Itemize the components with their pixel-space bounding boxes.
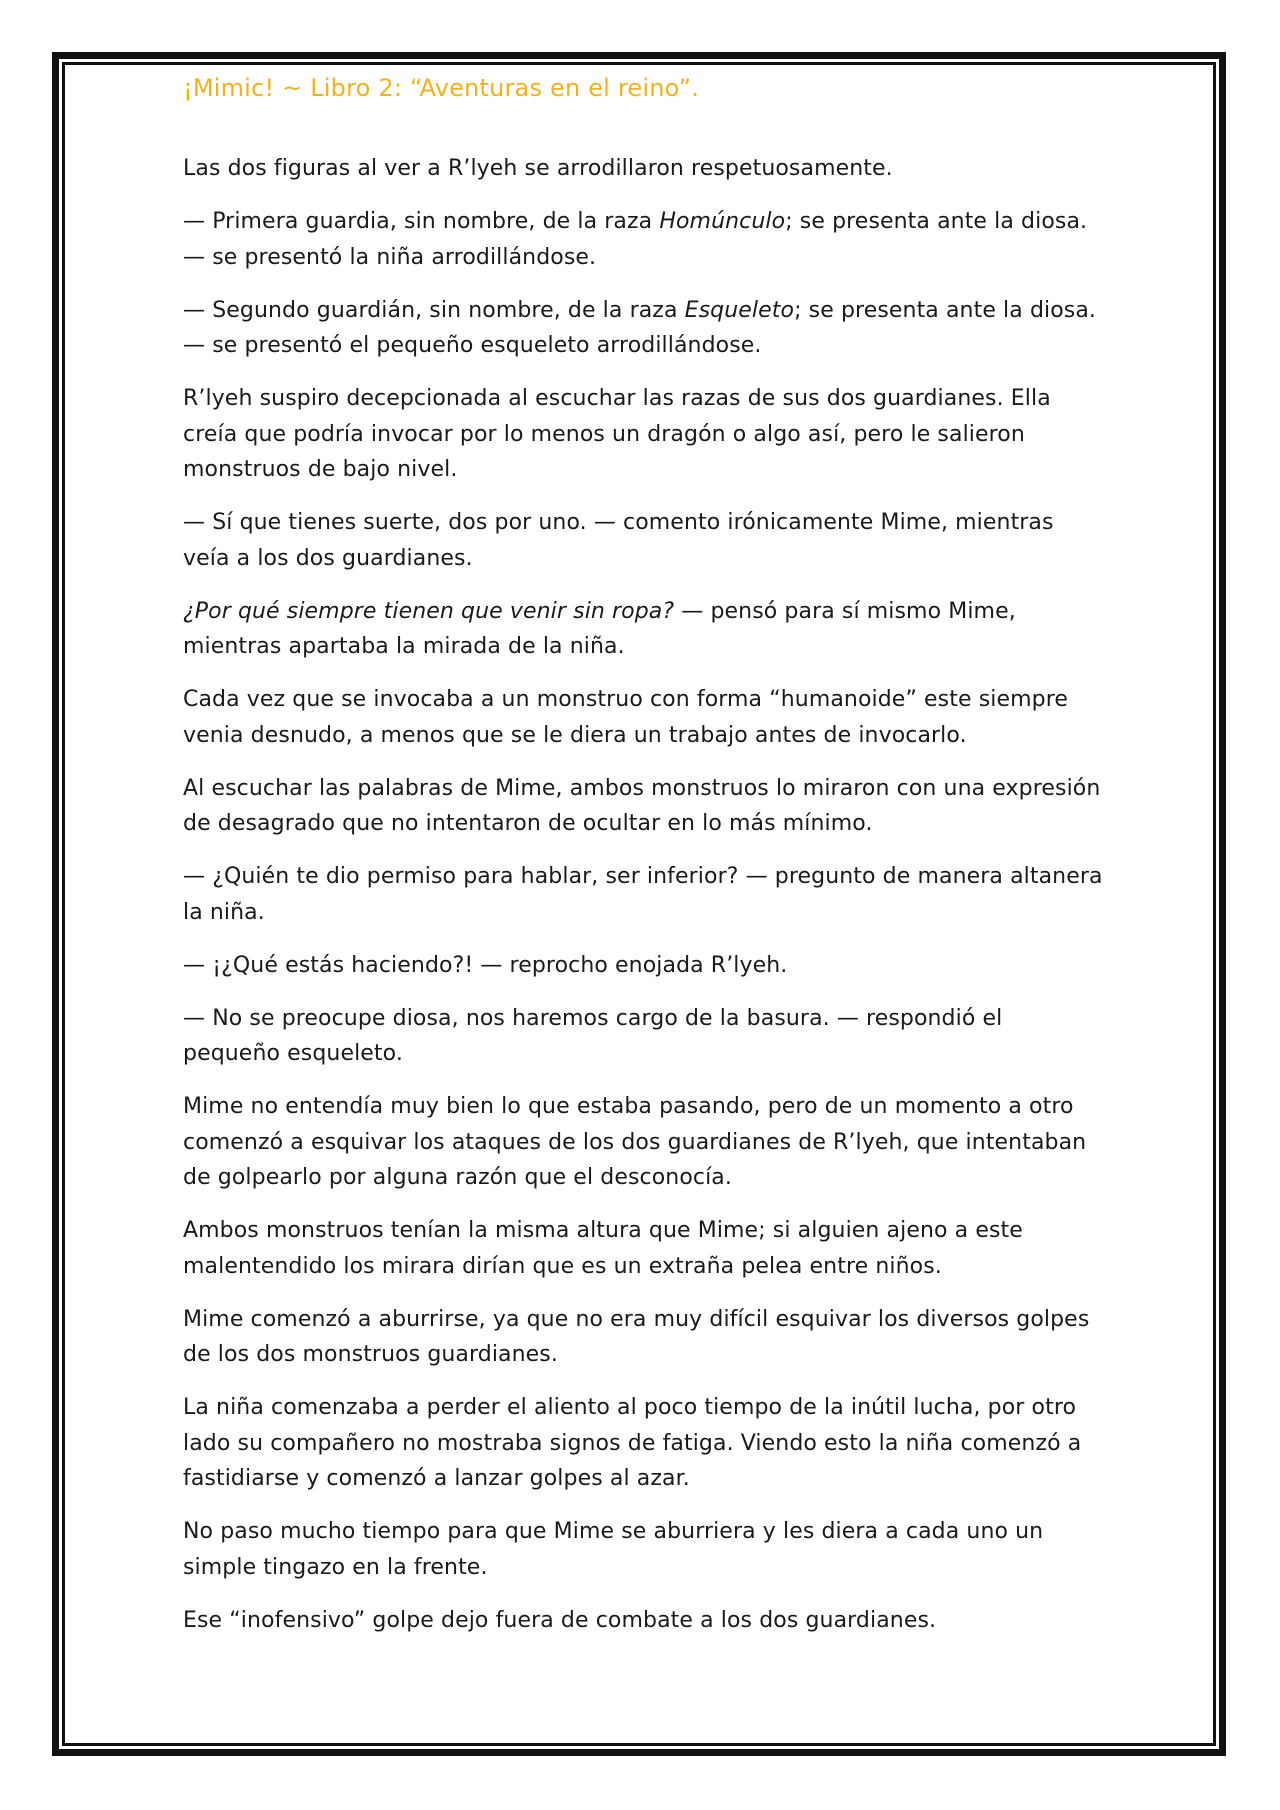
paragraph-3-lead: — Segundo guardián, sin nombre, de la raza <box>183 297 685 323</box>
paragraph-11: — No se preocupe diosa, nos haremos cargo de la basura. — respondió el pequeño esqueleto. <box>183 1005 1003 1066</box>
paragraph-13: Ambos monstruos tenían la misma altura que Mime; si alguien ajeno a este malentendido los mirara dirían que es un extraña pelea entre niños. <box>183 1218 1023 1279</box>
paragraph-16: No paso mucho tiempo para que Mime se aburriera y les diera a cada uno un simple tingazo en la frente. <box>183 1519 1044 1580</box>
paragraph-17: Ese “inofensivo” golpe dejo fuera de combate a los dos guardianes. <box>183 1607 937 1633</box>
paragraph-8: Al escuchar las palabras de Mime, ambos monstruos lo miraron con una expresión de desagrado que no intentaron de ocultar en lo más mínimo. <box>183 775 1101 836</box>
race-name-esqueleto: Esqueleto <box>684 297 795 323</box>
paragraph-15: La niña comenzaba a perder el aliento al poco tiempo de la inútil lucha, por otro lado su compañero no mostraba signos de fatiga. Viendo esto la niña comenzó a fastidiarse y comenzó a lanzar golpes al azar. <box>183 1395 1082 1491</box>
paragraph-2 <box>183 204 1103 275</box>
paragraph-10: — ¡¿Qué estás haciendo?! — reprocho enojada R’lyeh. <box>183 952 788 978</box>
race-name-homunculo: Homúnculo <box>659 209 786 234</box>
paragraph-3-rest: ; se presenta ante la diosa. — se presentó el pequeño esqueleto arrodillándose. <box>183 297 1097 358</box>
paragraph-6 <box>183 594 1103 665</box>
paragraph-3 <box>183 293 1103 364</box>
paragraph-12: Mime no entendía muy bien lo que estaba pasando, pero de un momento a otro comenzó a esquivar los ataques de los dos guardianes de R’lyeh, que intentaban de golpearlo por alguna razón que el desconocía. <box>183 1094 1087 1190</box>
running-header: ¡Mimic! ~ Libro 2: “Aventuras en el reino”. <box>183 74 700 102</box>
paragraph-5: — Sí que tienes suerte, dos por uno. — comento irónicamente Mime, mientras veía a los dos guardianes. <box>183 510 1054 571</box>
paragraph-1: Las dos figuras al ver a R’lyeh se arrodillaron respetuosamente. <box>183 156 893 181</box>
paragraph-4: R’lyeh suspiro decepcionada al escuchar las razas de sus dos guardianes. Ella creía que podría invocar por lo menos un dragón o algo así, pero le salieron monstruos de bajo nivel. <box>183 386 1051 482</box>
paragraph-7: Cada vez que se invocaba a un monstruo con forma “humanoide” este siempre venia desnudo, a menos que se le diera un trabajo antes de invocarlo. <box>183 687 1068 748</box>
paragraph-2-rest: ; se presenta ante la diosa. — se presentó la niña arrodillándose. <box>183 209 1088 270</box>
inner-thought: ¿Por qué siempre tienen que venir sin ropa? <box>183 598 675 624</box>
body-text <box>183 151 1103 1656</box>
paragraph-2-lead: — Primera guardia, sin nombre, de la raza <box>183 209 660 234</box>
paragraph-6-rest: — pensó para sí mismo Mime, mientras apartaba la mirada de la niña. <box>183 598 1016 659</box>
paragraph-9: — ¿Quién te dio permiso para hablar, ser inferior? — pregunto de manera altanera la niña. <box>183 864 1103 925</box>
paragraph-14: Mime comenzó a aburrirse, ya que no era muy difícil esquivar los diversos golpes de los dos monstruos guardianes. <box>183 1306 1090 1367</box>
